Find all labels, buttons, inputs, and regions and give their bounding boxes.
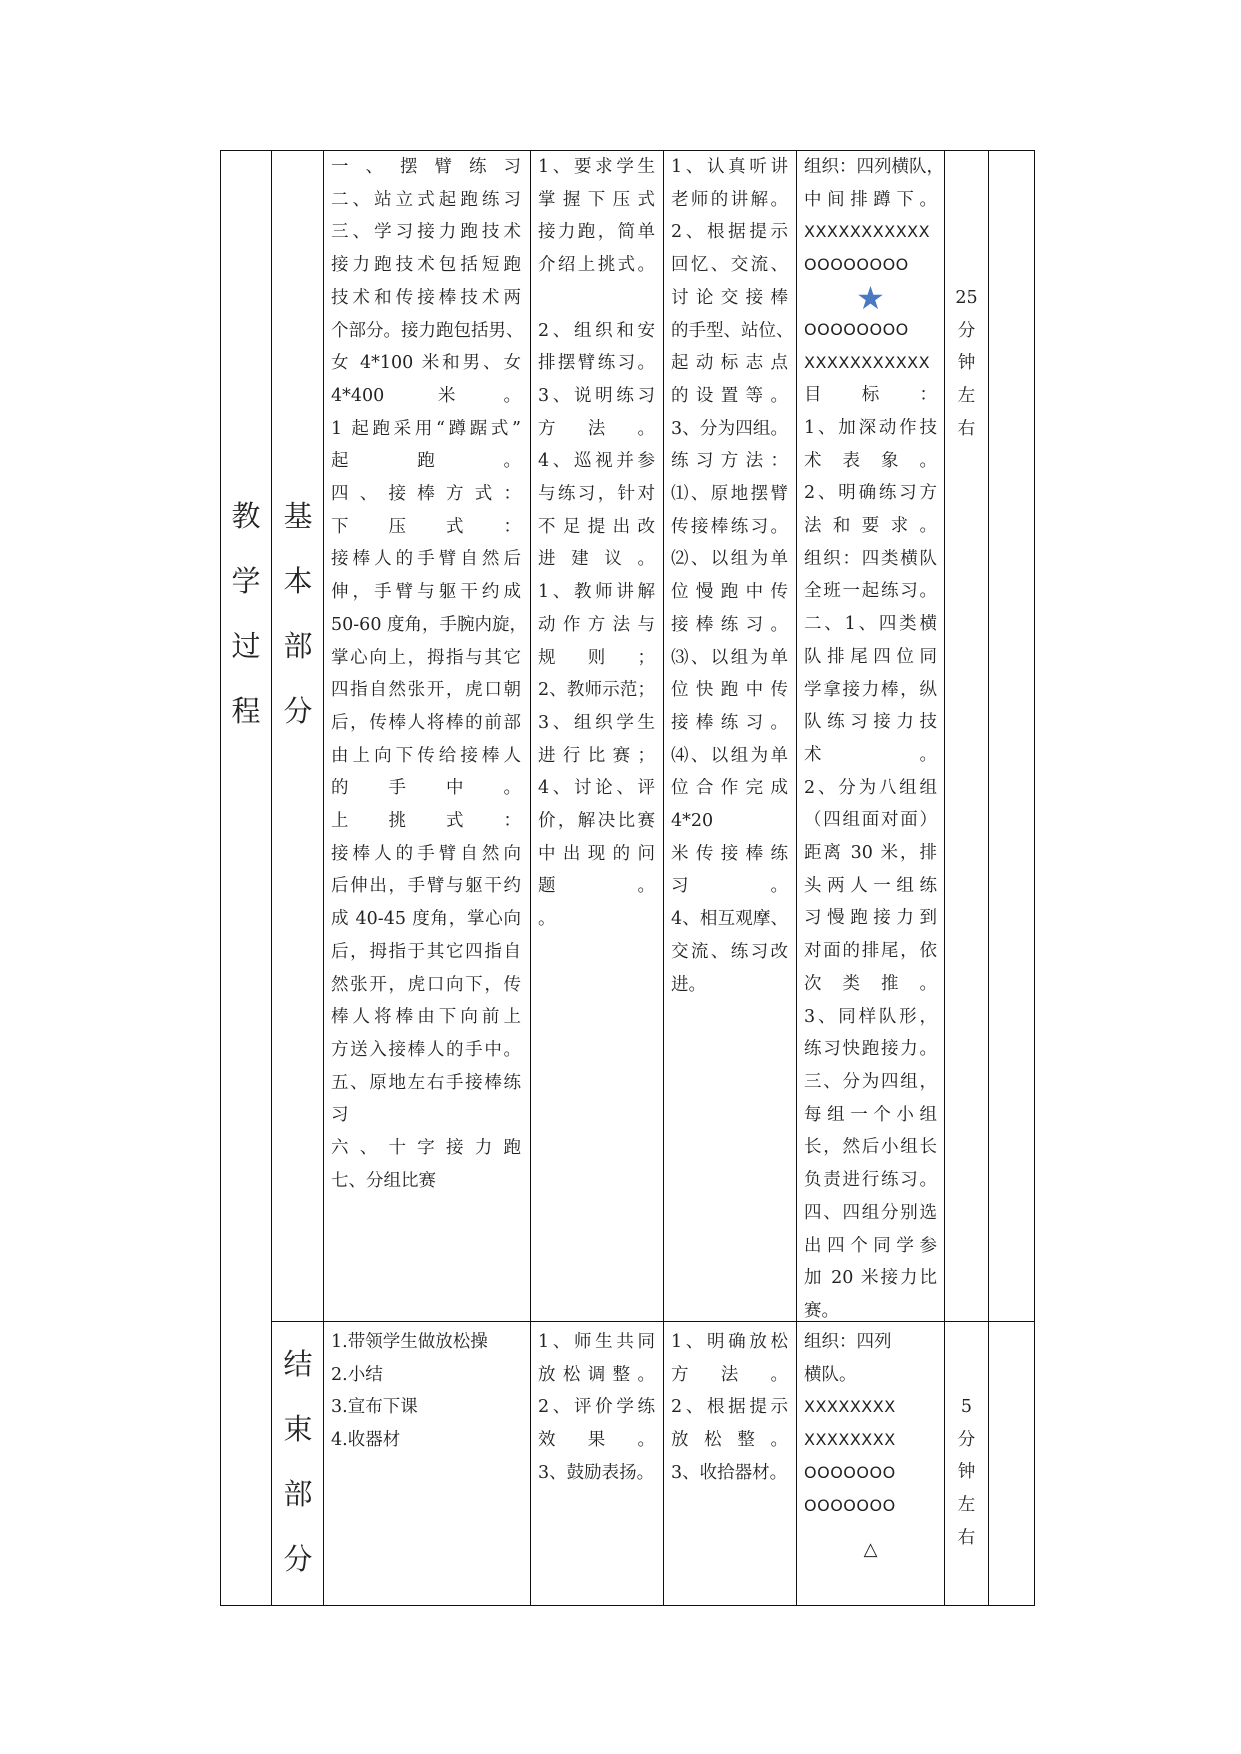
text-line: XXXXXXXX (804, 1397, 896, 1417)
text-line: 目标： (804, 385, 937, 406)
text-line: 学拿接力棒，纵 (804, 679, 937, 700)
label-char: 束 (283, 1412, 313, 1446)
text-line: 后伸出，手臂与躯干约 (331, 876, 521, 897)
text-line: 1、教师讲解 (538, 582, 655, 603)
text-line: 技术和传接棒技术两 (331, 287, 521, 308)
text-line: 四、四组分别选 (804, 1202, 937, 1223)
text-line: 方法。 (538, 418, 655, 439)
text-line: 次类推。 (804, 973, 937, 994)
text-line: 1、明确放松 (671, 1332, 788, 1352)
text-line: OOOOOOO (804, 1462, 896, 1482)
text-line: ⑷、以组为单 (671, 745, 788, 766)
text-line: 1、师生共同 (538, 1332, 655, 1352)
time-char: 左 (957, 1495, 976, 1516)
text-line (538, 282, 655, 315)
label-char: 学 (231, 564, 261, 598)
text-line: 的手型、站位、 (671, 320, 794, 341)
text-line: 掌握下压式 (538, 189, 655, 210)
text-line: 法和要求。 (804, 516, 937, 537)
text-line: 出四个同学参 (804, 1235, 937, 1256)
text-line: 掌心向上，拇指与其它 (331, 647, 521, 668)
text-line: 中出现的问 (538, 843, 655, 864)
text-line: OOOOOOO (804, 1495, 896, 1515)
text-line: ⑵、以组为单 (671, 549, 788, 570)
text-line: 六、十字接力跑 (331, 1138, 521, 1159)
text-line: 2、根据提示 (671, 222, 788, 243)
text-line: 长，然后小组长 (804, 1137, 937, 1158)
text-line: 距离 30 米，排 (804, 843, 937, 864)
end-teacher-cell (538, 1326, 655, 1490)
basic-time-cell (945, 282, 988, 446)
text-line: 三、学习接力跑技术 (331, 222, 521, 243)
text-line: 对面的排尾，依 (804, 941, 937, 962)
label-char: 分 (283, 694, 313, 728)
text-line: 组织：四列 (804, 1332, 892, 1352)
text-line: 进行比赛； (538, 745, 655, 766)
label-char: 部 (283, 629, 313, 663)
text-line: 2、明确练习方 (804, 483, 937, 504)
text-line: 50-60 度角，手腕内旋， (331, 614, 528, 635)
time-char: 右 (957, 418, 976, 439)
text-line: 习 (331, 1105, 349, 1126)
text-line: 全班一起练习。 (804, 581, 937, 602)
text-line: 队排尾四位同 (804, 646, 937, 667)
text-line: 练习方法： (671, 451, 788, 472)
label-char: 基 (283, 499, 313, 533)
text-line: 中间排蹲下。 (804, 189, 937, 210)
text-line: 三、分为四组， (804, 1071, 937, 1092)
text-line: 接棒人的手臂自然后 (331, 549, 521, 570)
time-char: 分 (957, 320, 976, 341)
text-line: 2、根据提示 (671, 1397, 788, 1418)
text-line: 四指自然张开，虎口朝 (331, 680, 521, 701)
text-line: 4*20 (671, 811, 714, 832)
text-line: 组织：四列横队， (804, 157, 944, 177)
text-line: 由上向下传给接棒人 (331, 745, 521, 766)
text-line: 3、分为四组。 (671, 418, 788, 439)
text-line: 4*400 米。 (331, 385, 521, 406)
text-line: 米传接棒练 (671, 843, 788, 864)
text-line: 放松调整。 (538, 1364, 655, 1385)
text-line: 术表象。 (804, 450, 937, 471)
text-line: 4、讨论、评 (538, 778, 655, 799)
text-line: 的设置等。 (671, 385, 788, 406)
text-line: 位慢跑中传 (671, 582, 788, 603)
basic-organization-cell (804, 151, 944, 1328)
text-line: ⑴、原地摆臂 (671, 484, 788, 505)
text-line: 练习快跑接力。 (804, 1039, 937, 1060)
text-line: 1、要求学生 (538, 157, 655, 177)
text-line: 2、教师示范； (538, 680, 655, 701)
lesson-table (220, 150, 1035, 1606)
text-line: （四组面对面） (804, 810, 937, 831)
text-line: 进。 (671, 974, 706, 995)
org-text-top (804, 151, 944, 282)
teacher-position-triangle-icon: △ (863, 1539, 878, 1561)
text-line: 1 起跑采用“蹲踞式” (331, 418, 521, 439)
label-char: 程 (231, 694, 261, 728)
text-line: 习慢跑接力到 (804, 908, 937, 929)
text-line: 3、鼓励表扬。 (538, 1462, 655, 1483)
label-char: 教 (231, 499, 261, 533)
label-char: 结 (283, 1347, 313, 1381)
text-line: 棒人将棒由下向前上 (331, 1007, 521, 1028)
text-line: ⑶、以组为单 (671, 647, 788, 668)
text-line: 2、分为八组组 (804, 777, 937, 798)
text-line: XXXXXXXX (804, 1430, 896, 1450)
text-line: 七、分组比赛 (331, 1170, 436, 1191)
section-label-teaching-process (221, 484, 271, 744)
text-line: 3、说明练习 (538, 385, 655, 406)
text-line: 术。 (804, 744, 937, 765)
text-line: 负责进行练习。 (804, 1170, 937, 1191)
text-line: 赛。 (804, 1300, 839, 1321)
time-char: 钟 (957, 353, 976, 374)
text-line: 二、站立式起跑练习 (331, 189, 521, 210)
time-char: 右 (957, 1527, 976, 1548)
text-line: 个部分。接力跑包括男、 (331, 320, 524, 341)
text-line: 1.带领学生做放松操 (331, 1332, 488, 1352)
text-line: 女 4*100 米和男、女 (331, 353, 521, 374)
text-line: 方送入接棒人的手中。 (331, 1039, 521, 1060)
text-line: 上挑式： (331, 811, 521, 832)
text-line: 1、加深动作技 (804, 417, 937, 438)
text-line: 2、组织和安 (538, 320, 655, 341)
text-line: 加 20 米接力比 (804, 1268, 937, 1289)
basic-student-cell (671, 151, 794, 1001)
text-line: 接棒练习。 (671, 712, 788, 733)
text-line: 接力跑，简单 (538, 222, 655, 243)
text-line: 方法。 (671, 1364, 788, 1385)
label-char: 过 (231, 629, 261, 663)
text-line: 五、原地左右手接棒练 (331, 1072, 521, 1093)
text-line: 交流、练习改 (671, 941, 788, 962)
time-char: 分 (957, 1429, 976, 1450)
text-line: 2.小结 (331, 1364, 383, 1385)
text-line: XXXXXXXXXXX (804, 352, 931, 372)
text-line: XXXXXXXXXXX (804, 222, 931, 242)
text-line: 。 (538, 909, 556, 930)
text-line: 不足提出改 (538, 516, 655, 537)
text-line: 3.宣布下课 (331, 1397, 418, 1418)
text-line: 老师的讲解。 (671, 189, 788, 210)
end-student-cell (671, 1326, 788, 1490)
text-line: 起跑。 (331, 451, 521, 472)
text-line: 起动标志点 (671, 353, 788, 374)
text-line: OOOOOOOO (804, 255, 909, 275)
text-line: 传接棒练习。 (671, 516, 788, 537)
org-text-bottom (804, 314, 937, 1328)
text-line: 排摆臂练习。 (538, 353, 655, 374)
text-line: 位快跑中传 (671, 680, 788, 701)
text-line: 3、组织学生 (538, 712, 655, 733)
part-label-end (272, 1332, 324, 1592)
text-line: 4、相互观摩、 (671, 909, 788, 930)
text-line: 后，拇指于其它四指自 (331, 941, 521, 962)
teacher-position-star-icon: ★ (856, 278, 885, 317)
text-line: 接棒人的手臂自然向 (331, 843, 521, 864)
text-line: 组织：四类横队 (804, 548, 937, 569)
text-line: 3、收拾器材。 (671, 1462, 788, 1483)
label-char: 分 (283, 1542, 313, 1576)
text-line: 1、认真听讲 (671, 157, 788, 177)
text-line: 与练习，针对 (538, 484, 655, 505)
text-line: 然张开，虎口向下，传 (331, 974, 521, 995)
text-line: 效果。 (538, 1430, 655, 1451)
text-line: 横队。 (804, 1364, 857, 1385)
end-org-text (804, 1326, 937, 1522)
basic-teacher-cell (538, 151, 655, 936)
text-line: 队练习接力技 (804, 712, 937, 733)
text-line: 一、摆臂练习 (331, 157, 521, 177)
text-line: 题。 (538, 876, 655, 897)
end-time-cell (945, 1391, 988, 1555)
column-divider (530, 151, 531, 1605)
text-line: 的手中。 (331, 778, 521, 799)
text-line: 2、评价学练 (538, 1397, 655, 1418)
text-line: 习。 (671, 876, 788, 897)
text-line: 下压式： (331, 516, 521, 537)
text-line: 每组一个小组 (804, 1104, 937, 1125)
basic-content-cell (331, 151, 528, 1198)
text-line: 3、同样队形， (804, 1006, 937, 1027)
label-char: 本 (283, 564, 313, 598)
text-line: 四、接棒方式： (331, 484, 521, 505)
text-line: 二、1、四类横 (804, 614, 937, 635)
text-line: 位合作完成 (671, 778, 788, 799)
time-value: 5 (960, 1397, 973, 1417)
column-divider (663, 151, 664, 1605)
time-char: 钟 (957, 1462, 976, 1483)
time-value: 25 (955, 288, 978, 308)
part-label-basic (272, 484, 324, 744)
text-line: 头两人一组练 (804, 875, 937, 896)
text-line: 后，传棒人将棒的前部 (331, 712, 521, 733)
end-content-cell (331, 1326, 521, 1457)
end-organization-cell (804, 1326, 937, 1567)
text-line: 回忆、交流、 (671, 255, 788, 276)
text-line: 4、巡视并参 (538, 451, 655, 472)
text-line: 动作方法与 (538, 614, 655, 635)
label-char: 部 (283, 1477, 313, 1511)
text-line: 规则； (538, 647, 655, 668)
text-line: 价，解决比赛 (538, 811, 655, 832)
text-line: 接力跑技术包括短跑 (331, 255, 521, 276)
time-char: 左 (957, 386, 976, 407)
text-line: 放松整。 (671, 1430, 788, 1451)
text-line: 讨论交接棒 (671, 287, 788, 308)
text-line: 介绍上挑式。 (538, 255, 655, 276)
text-line: 进建议。 (538, 549, 655, 570)
text-line: 伸，手臂与躯干约成 (331, 582, 521, 603)
text-line: 接棒练习。 (671, 614, 788, 635)
text-line: 4.收器材 (331, 1430, 401, 1451)
text-line: 成 40-45 度角，掌心向 (331, 909, 521, 930)
column-divider (988, 151, 989, 1605)
column-divider (796, 151, 797, 1605)
text-line: OOOOOOOO (804, 319, 909, 339)
